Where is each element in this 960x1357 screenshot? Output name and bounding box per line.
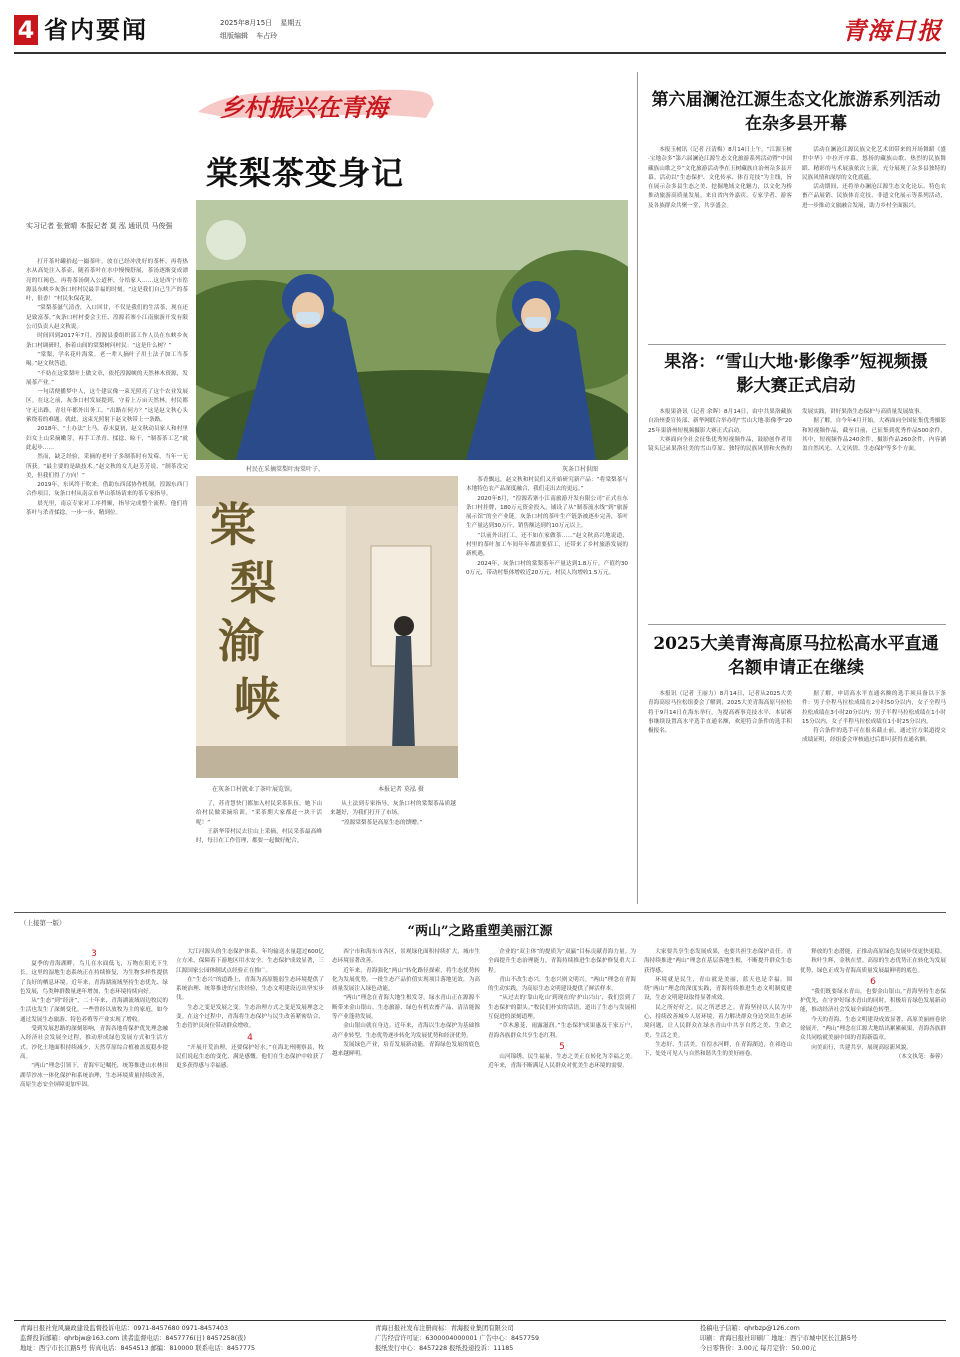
article-2-body [648,146,946,336]
continued-para: 近年来，青海强化“两山”转化路径探索，将生态优势转化为发展优势，一批生态产品价值实现项目落地见效，为高质量发展注入绿色动能。 [332,967,480,993]
section-number: 3 [91,949,97,959]
article-4-body [648,690,946,904]
feature-para: “以前外出打工，还不如在家做茶……”赵文秋高兴地说道，村里的茶叶加工车间年年都需要招工，还带来了乡村旅游发展的新机遇。 [466,532,628,558]
feature-para: “棠梨茶滋气清香，入口回甘，不仅是我们的生活茶，现在还是致富茶。”灰条口村村委会主任、湟源若寨小江南旅游开发有限公司负责人赵文秋说。 [26,305,188,331]
footer-line-2a: 监督投诉邮箱：qhrbjw@163.com 读者监督电话：8457776(日) 8457258(夜) [20,1335,246,1342]
feature-para: “棠梨，学名花叶海棠。老一辈人摘叶子用土法子加工当茶喝。”赵文秋答道。 [26,351,188,368]
photo-2-caption: 在灰条口村就业了茶叶展览馆。 [212,786,297,793]
article-2-para: 本报玉树讯（记者 汪清梅）8月14日上午，“江源玉树·宝地杂多”第六届澜沧江源生态文化旅游系列活动暨“中国藏族山歌之乡”文化旅游活动季在玉树藏族自治州杂多县开幕。活动以“生态保护、文化传承、体育竞技”为主线，旨在展示杂多县生态之美、挖掘地域文化魅力，以文化为桥推动旅游高质量发展。来自省内外嘉宾、专家学者、游客及各族群众共聚一堂，共享盛会。 [648,147,793,209]
feature-para: 从土法到专家指导，灰条口村的棠梨茶品质越来越好，为我们打开了市场。 [330,801,456,817]
continued-col-6 [800,948,946,1316]
continued-para: “两山”理念引领下，青海牢记嘱托，统筹推进山水林田湖草沙冰一体化保护和系统治理，生态环境质量持续改善，高原生态安全屏障更加牢固。 [20,1063,168,1088]
feature-para: 打开茶叶罐拾起一撮茶叶，放在已经冲洗好的茶杯，再将热水从高处注入茶壶，随着茶叶在水中慢慢舒展，茶汤逐渐变成漂亮的红褐色，再将茶汤倒入公道杯，分给家人……这是西宁市湟源县东峡乡灰条口村村民最幸福的时刻。“这是我们自己生产的茶叶，很香！”村民朱保花说。 [26,259,188,303]
continued-para: （本文执笔：秦蓉） [895,1053,946,1060]
section-number: 5 [559,1041,565,1052]
section-divider [14,912,946,913]
section-title: 省内要闻 [44,15,148,44]
continued-para: “两山”理念在青海大地生根发芽，绿水青山正在源源不断带来金山银山。生态旅游、绿色有机农畜产品、清洁能源等产业蓬勃发展。 [332,995,480,1021]
continued-para: “开展开荒治理，还要保护好水。”在海北州刚察县，牧民们说起生态的变化，满是感慨。他们在生态保护中收获了更多获得感与幸福感。 [176,1044,324,1070]
continued-para: 大江河源头的生态保护体系，年均输送水量超过600亿立方米，保障着下游地区用水安全。生态保护成效显著，三江源国家公园体制试点经验正在推广。 [176,949,324,974]
continued-para: 从“生态”到“经济”，二十年来，青海湖流域周边牧民的生活也发生了深刻变化。一些曾经以放牧为主的家庭，如今通过发展生态旅游、特色养殖等产业实现了增收。 [20,998,168,1023]
feature-para: 2019年，东风终于吹来。借助东西部协作机制，湟源东西门合作项目，灰条口村从南京市华山茶场请来的茶专家指导。 [26,482,188,498]
continued-para: 山河锦绣，民生福祉，生态之美正在转化为幸福之美。近年来，青海不断满足人民群众对优美生态环境的需要。 [488,1053,636,1070]
photo-2-credit: 本报记者 莫泓 摄 [378,786,424,793]
continued-col-1 [20,948,168,1316]
feature-para: 2020年8月，“湟源若寨小江南旅游开发有限公司”正式在东条口村挂牌，180万元资金投入，铺设了从“制茶流水线”到“旅游展示馆”的全产业链。灰条口村的茶叶生产链条被逐步完善，茶叶生产量达到30万斤，销售额达到约10万元以上。 [466,495,628,530]
article-2-title: 第六届澜沧江源生态文化旅游系列活动在杂多县开幕 [651,90,941,134]
continued-para: 民之所好好之，民之所恶恶之。青海坚持以人民为中心，持续改善城乡人居环境，着力解决群众身边突出生态环境问题，让人民群众在绿水青山中共享自然之美、生命之美、生活之美。 [644,1004,792,1039]
exhibition-photo [196,476,458,778]
footer-line-2c: 印刷：青海日报社印刷厂 地址：西宁市城中区长江路5号 [700,1335,858,1342]
feature-para: “不妨在这棠梨叶上做文章，依托湟源峡的天然林木资源，发展茶产业。” [26,370,188,386]
tea-pickers-photo [196,200,628,460]
feature-col-right [466,476,628,904]
continued-para: 生态之变是发展之变。生态治理方式之变是发展理念之变。在这个过程中，青海将生态保护与民生改善紧密结合，生态管护员岗位带动群众增收。 [176,1004,324,1030]
editor-name: 车占玲 [256,32,278,40]
continued-para: 向美而行，共建共享，展现高原新风貌。 [811,1044,912,1051]
continued-para: 发展绿色产业，培育发展新动能，青海绿色发展的底色越来越鲜明。 [332,1041,480,1058]
header-date-line [220,17,301,29]
sign-char: 梨 [230,556,276,610]
continued-title: “两山”之路重塑美丽江源 [407,924,553,939]
header-weekday: 星期五 [280,19,302,27]
article-3-para: 大赛面向全社会征集优秀短视频作品，鼓励创作者用镜头记录果洛壮美的雪山草原、独特的民族风情和火热的发展实践，讲好果洛生态保护与高质量发展故事。 [648,409,926,453]
continued-para: “我们既要绿水青山，也要金山银山。”青海坚持生态保护优先，在守护好绿水青山的同时，积极培育绿色发展新动能，推动经济社会发展全面绿色转型。 [800,988,946,1014]
page-number-badge: 4 [14,15,38,45]
continued-para: 生态好、生活美。在湟水河畔，在青海湖边，在祁连山下，处处可见人与自然和谐共生的美好画卷。 [644,1041,792,1058]
continued-para: 在“生态兴”的道路上，青海为高原脆弱生态环境提供了系统治理、统筹推进的宝贵经验，生态文明建设迈出坚实步伐。 [176,976,324,1002]
masthead-logo: 青海日报 [842,16,942,45]
footer [20,1323,946,1355]
footer-line-3b: 报纸发行中心：8457228 报纸投递投诉：11185 [375,1345,514,1352]
article-3-title: 果洛：“雪山大地·影像季”短视频摄影大赛正式启动 [664,352,928,396]
photo-1-caption: 村民在采摘棠梨叶海棠叶子。 [246,466,325,473]
continued-para: 大家要共享生态发展成果，也要共担生态保护责任。青海持续推进“两山”理念在基层落地生根，不断提升群众生态获得感。 [644,949,792,974]
article-3-body [648,408,946,618]
article-4-title: 2025大美青海高原马拉松高水平直通名额申请正在继续 [653,634,939,678]
header-rule [14,52,946,54]
feature-para: 2018年，“土办法”上马。春末夏初，赵文秋动员家人和村里妇女上山采摘嫩芽，再手工杀青、揉捻、晾干，“制茶茶工艺”就此起步…… [26,426,188,451]
feature-para: 时间回到2017年7月，湟源县委组织部工作人员在东峡乡灰条口村调研时，指着山间的棠梨树问村民：“这是什么树？” [26,333,188,349]
jump-note: （上接第一版） [20,919,66,927]
continued-para: “草木葱茏，雨露滋润。”生态保护成果惠及千家万户，青海各族群众共享生态红利。 [488,1023,636,1039]
article-2-para: 活动在澜沧江源民族文化艺术团带来的开场舞蹈《盛世中华》中拉开序幕，悠扬的藏族山歌、热烈的民族舞蹈、精彩的马术展演依次上演，充分展现了杂多县独特的民族风情和深厚的文化底蕴。 [802,147,946,181]
continued-col-4 [488,948,636,1316]
continued-para: 企业的“双主体”的提质为“双赢”目标贡献青海力量。为全面提升生态治理能力，青海持续推进生态保护修复重大工程。 [488,949,636,974]
continued-para: 释放的生态潜能，正推动高原绿色发展步伐更快更稳。 [811,949,946,955]
article-2-divider [648,344,946,345]
article-3-para: 据了解，自今年4月开始，大赛面向全国征集优秀摄影和短视频作品，截至目前，已征集到优秀作品500余件，其中，短视频作品240余件，摄影作品260余件，内容涵盖自然风光、人文风情、生态保护等多个方面。 [802,418,946,453]
article-4-para: 本报讯（记者 王丽力）8月14日，记者从2025大美青海高原马拉松组委会了解到，2025大美青海高原马拉松将于9月14日在海东举行，为提高赛事竞技水平，本届赛事继续设置高水平选手直通名额，欢迎符合条件的选手积极报名。 [648,691,792,735]
section-number: 4 [247,1032,253,1043]
feature-para: 王新华带村民去往山上采摘，村民采茶最高峰时，每日在工作管理，都要一起做好配合。 [196,828,322,845]
feature-para: 茶香飘远，赵文秋和村民们又开始研究新产品：“将棠梨茶与本地特色农产品深度融合，我们走出去的更远。” [466,477,628,493]
feature-para: 2024年，灰条口村的棠梨茶年产量达到1.8万斤，产值约300万元，带动村集体增收近20万元，村民人均增收1.5万元。 [466,560,628,576]
feature-byline: 实习记者 张萱晴 本报记者 莫 泓 通讯员 马俊强 [26,222,173,230]
section-number: 6 [870,976,876,987]
footer-line-2b: 广告经营许可证：6300004000001 广告中心：8457759 [375,1335,539,1342]
feature-banner [190,82,440,124]
continued-para: 今天的青海，生态文明建设成效显著，高原美丽画卷徐徐展开，“两山”理念在江源大地结出累累硕果，青海各族群众共同绘就美丽中国的青海新篇章。 [800,1016,946,1042]
continued-para: 环境就是民生，青山就是美丽，蓝天也是幸福。围绕“两山”理念的深度实践，青海持续推进生态文明制度建设，生态文明建设取得显著成效。 [644,976,792,1002]
sign-char: 棠 [210,498,256,552]
continued-para: 金山银山就在身边。近年来，青海以生态保护为基础推动产业转型，生态优势逐步转化为发展优势和经济优势。 [332,1023,480,1039]
sign-char: 渝 [218,614,264,668]
article-3-para: 本报果洛讯（记者 余晖）8月14日，由中共果洛藏族自治州委宣传部、新华网联合举办的“雪山大地·影像季”2025年果洛州短视频摄影大赛正式启动。 [648,409,792,434]
continued-col-2 [176,948,324,1316]
header-date: 2025年8月15日 [220,19,273,27]
feature-para: 晨光里，南京专家对工序捋顺，指导完成整个流程。他们将茶叶与杀青揉捻，一步一步，精到位。 [26,500,188,517]
feature-para: “湟源棠梨茶是高原生态的馈赠。” [341,819,423,826]
sign-char: 峡 [234,672,280,726]
continued-para: 西宁市和海东市各区，景观绿化面积持续扩大，城市生态环境显著改善。 [332,949,480,965]
footer-line-3a: 地址：西宁市长江路5号 传真电话：8454513 邮编：810000 联系电话：8457775 [20,1345,255,1352]
feature-para: 了，苏青慧快门都加入村民采茶队伍，她下山给村民做采摘培训。“采茶期大家都赶一块干活呢！” [196,801,322,826]
feature-right-divider [637,72,638,904]
article-2-para: 活动期间，还将举办澜沧江源生态文化论坛、特色农畜产品展销、民族体育竞技、非遗文化展示等系列活动，进一步推动文旅融合发展，助力乡村全面振兴。 [802,184,946,209]
photo-1-credit: 灰条口村供图 [562,466,599,473]
article-3-divider [648,624,946,625]
continued-para: 夏季的青海湖畔，鸟儿在水面低飞，万物在阳光下生长。这里的湿地生态系统正在持续修复，为生物多样性提供了良好的栖息环境。近年来，青海湖流域坚持生态优先、绿色发展，鸟类种群数量逐年增加，生态环境持续向好。 [20,961,168,995]
article-4-para: 据了解，申请高水平直通名额的选手须具备以下条件：男子全程马拉松成绩在2小时50分以内，女子全程马拉松成绩在3小时20分以内；男子半程马拉松成绩在1小时15分以内，女子半程马拉松成绩在1小时25分以内。 [802,691,946,725]
feature-para: 然而，缺乏经验，采摘的老叶子多制茶时有发霉，当年一无所获。“最主要的是缺技术。”赵文秋的女儿赵芳芳说，“制茶没完美，但我们得了方向！” [26,454,188,479]
feature-col-left [26,258,188,796]
feature-banner-text: 乡村振兴在青海 [220,93,388,122]
feature-col-mid-lower [196,800,456,904]
tea-pickers-image [196,200,628,460]
footer-line-1b: 青海日报社发布注册商标：青海报业集团有限公司 [375,1325,514,1332]
exhibition-sign [210,496,330,728]
footer-line-3c: 今日零售价：3.00元 每月定价：50.00元 [700,1345,816,1352]
footer-rule [14,1320,946,1321]
continued-col-3 [332,948,480,1316]
continued-col-5 [644,948,792,1316]
editor-label: 组版编辑 [220,32,248,40]
footer-line-1c: 投稿电子信箱：qhrbzp@126.com [700,1325,800,1332]
continued-para: “从过去的‘靠山吃山’到现在的‘护山兴山’，我们尝到了生态保护的甜头。”牧民们朴实的话语，道出了生态与发展相互促进的深刻道理。 [488,995,636,1021]
feature-title: 棠梨茶变身记 [206,154,405,192]
continued-para: 秋叶生辉，金秋在望。高原的生态优势正在转化为发展优势，绿色正成为青海高质量发展最鲜明的底色。 [800,958,946,974]
continued-para: 受到发展思路的深刻影响，青海各地将保护优先理念融入经济社会发展全过程，推动形成绿色发展方式和生活方式。沙化土地面积持续减少，天然草原综合植被盖度稳步提高。 [20,1026,168,1060]
continued-para: 青山不改生态兴，生态兴则文明兴。“两山”理念在青海的生动实践，为高原生态文明建设提供了鲜活样本。 [488,976,636,993]
article-4-para: 符合条件的选手可在报名截止前，通过官方渠道提交成绩证明，经组委会审核通过后即可获得直通名额。 [802,728,946,744]
feature-para: 一句话便播梦中人，这个建议像一束光照亮了这个农业发展区。在这之前，灰条口村发展提到，守着上万亩天然林，村民都守无出路，青壮年都外出务工。“出路在何方？”这是赵文秋心头萦绕着的难题。就此，这束光照射下赵文秋带上一条路。 [26,389,188,424]
header-editor-line [220,30,277,42]
footer-line-1a: 青海日报社党风廉政建设监督投诉电话：0971-8457680 0971-8457403 [20,1325,229,1332]
